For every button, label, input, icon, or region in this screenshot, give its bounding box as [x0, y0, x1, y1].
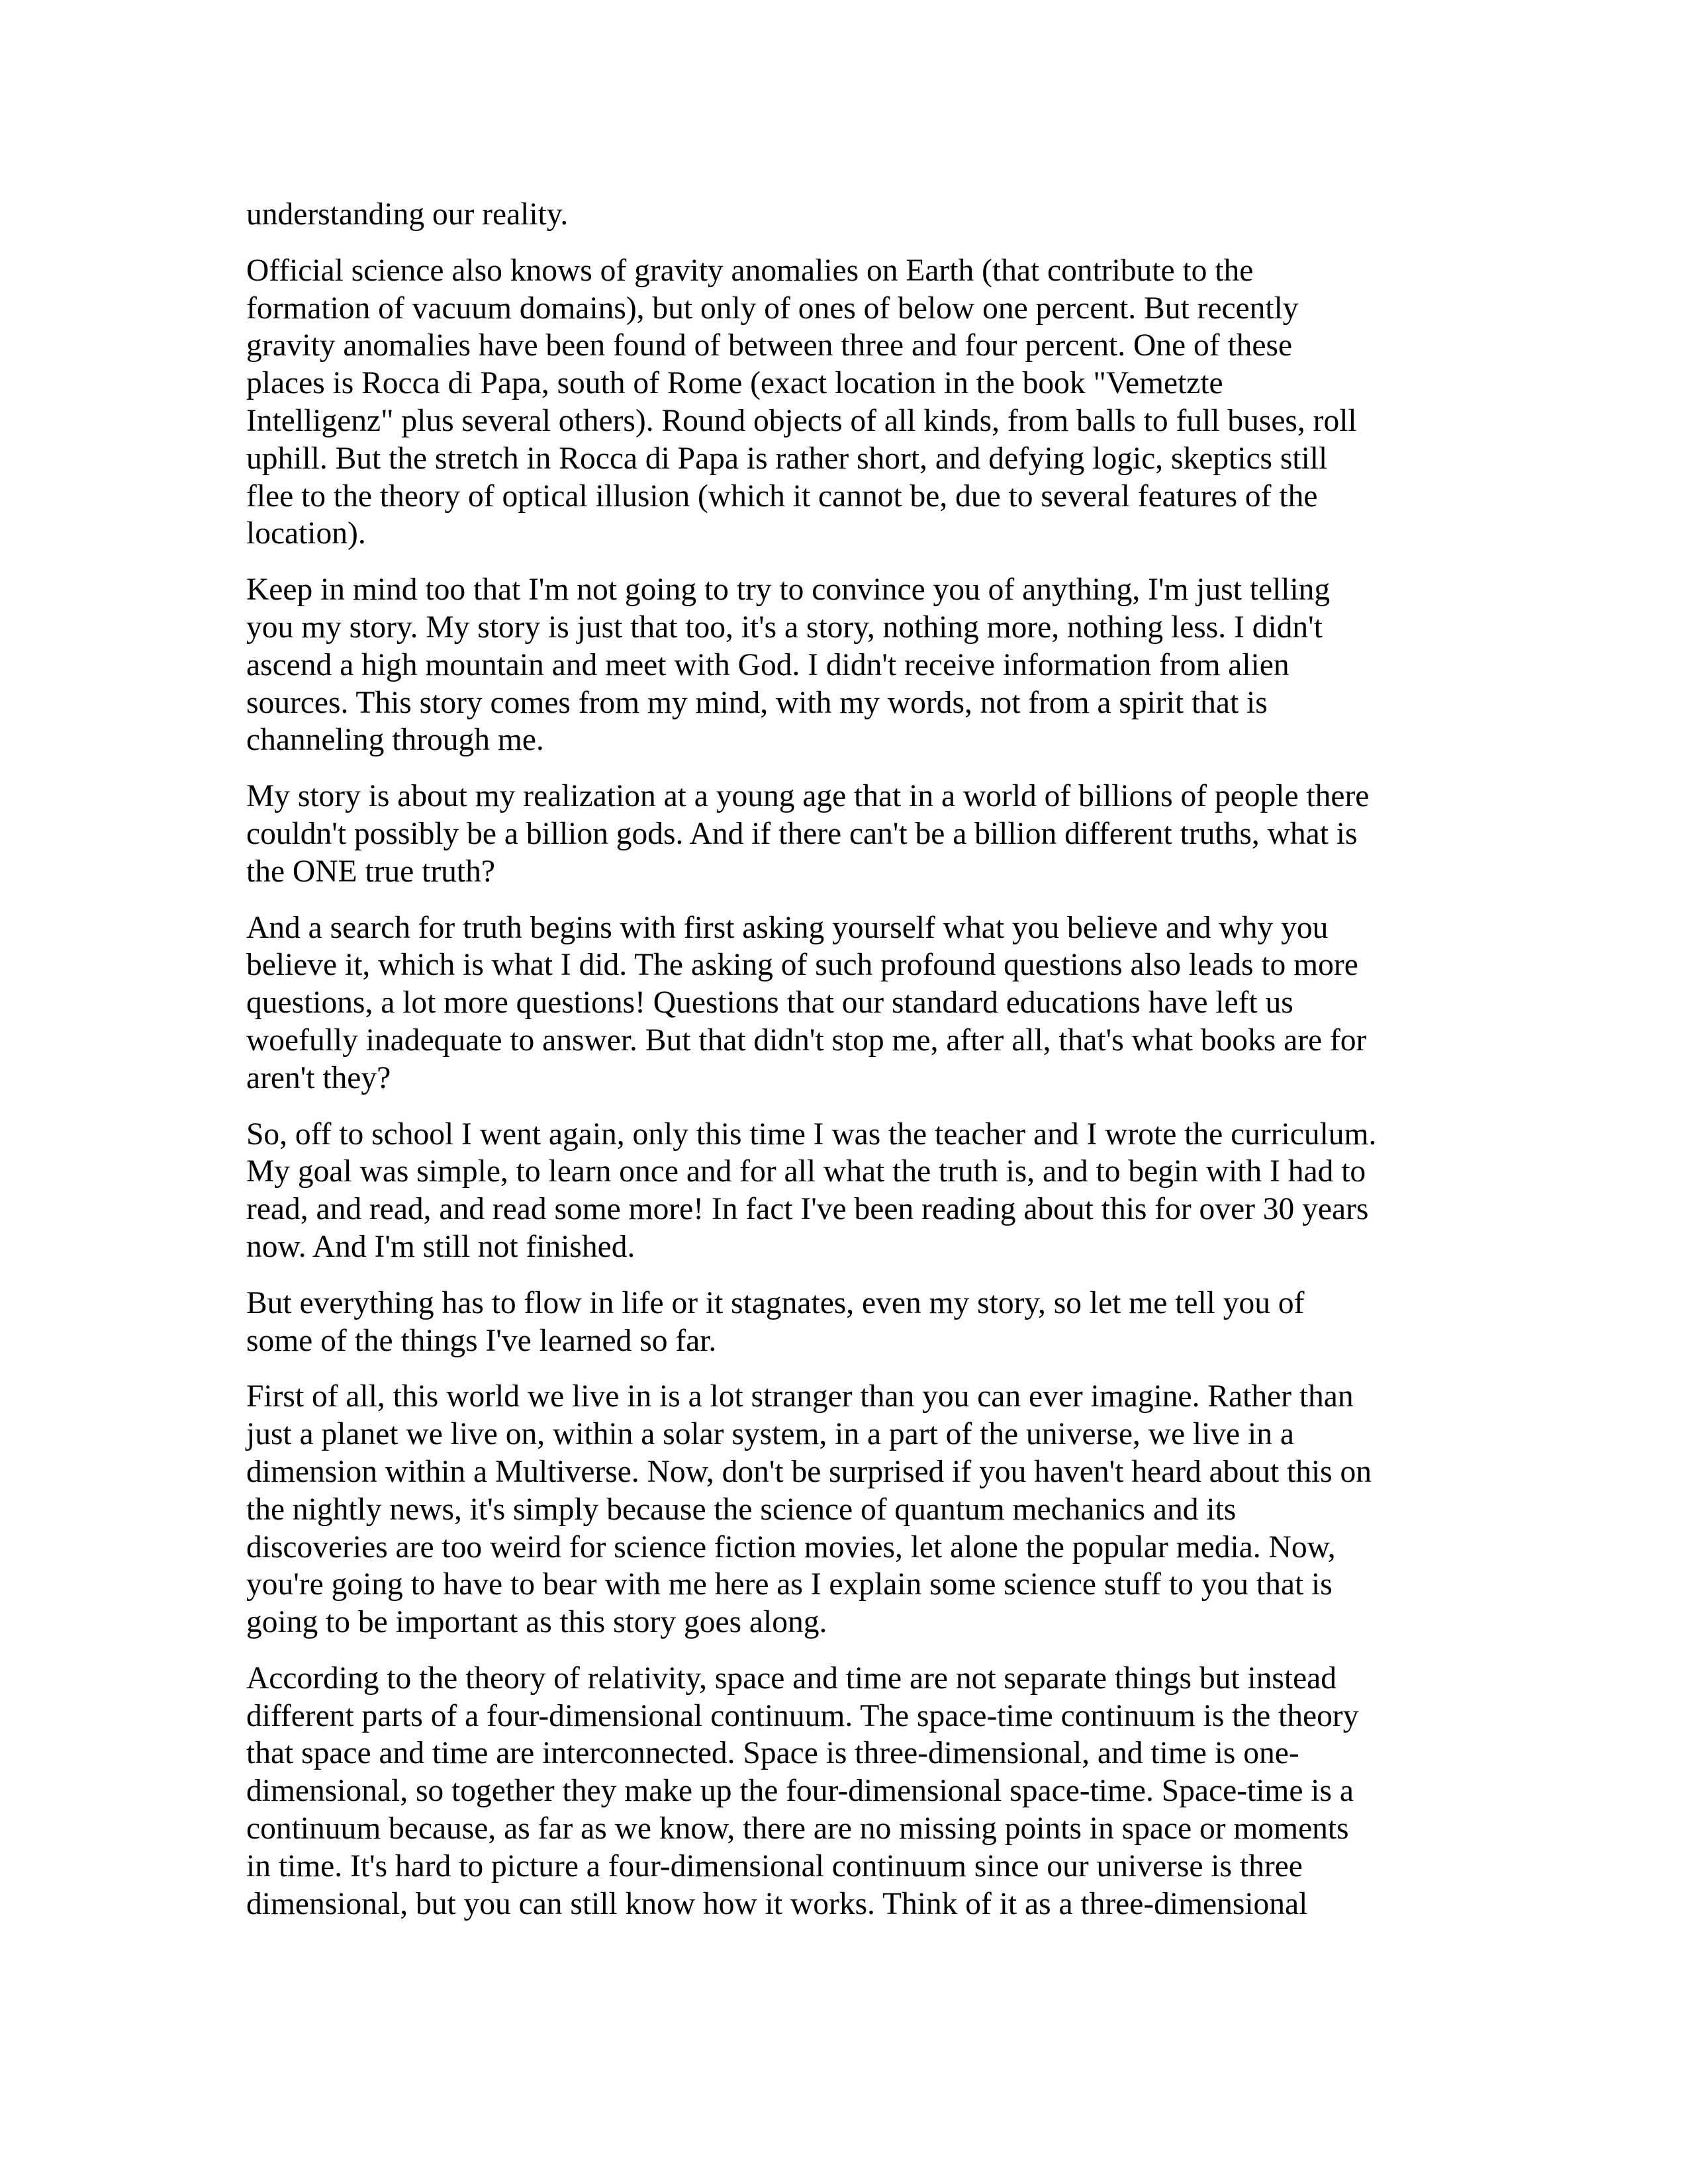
text-line: read, and read, and read some more! In fact I've been reading about this for over 30 years: [246, 1192, 1369, 1227]
text-line: questions, a lot more questions! Questions that our standard educations have left us: [246, 985, 1293, 1021]
text-line: ascend a high mountain and meet with God. I didn't receive information from alien: [246, 647, 1289, 682]
text-line: dimensional, so together they make up the four-dimensional space-time. Space-time is a: [246, 1774, 1354, 1809]
paragraph: [246, 909, 1451, 1097]
text-line: some of the things I've learned so far.: [246, 1323, 717, 1358]
text-line: dimension within a Multiverse. Now, don't be surprised if you haven't heard about this on: [246, 1454, 1372, 1489]
text-line: But everything has to flow in life or it stagnates, even my story, so let me tell you of: [246, 1285, 1305, 1320]
text-line: And a search for truth begins with first asking yourself what you believe and why you: [246, 910, 1329, 945]
text-line: location).: [246, 516, 366, 551]
paragraph: [246, 1378, 1451, 1641]
text-line: dimensional, but you can still know how it works. Think of it as a three-dimensional: [246, 1886, 1308, 1921]
text-line: Intelligenz" plus several others). Round objects of all kinds, from balls to full buses, roll: [246, 403, 1357, 438]
text-line: in time. It's hard to picture a four-dimensional continuum since our universe is three: [246, 1848, 1303, 1884]
text-line: Keep in mind too that I'm not going to try to convince you of anything, I'm just telling: [246, 572, 1331, 608]
text-line: First of all, this world we live in is a lot stranger than you can ever imagine. Rather than: [246, 1379, 1354, 1414]
paragraph: [246, 252, 1451, 553]
text-line: going to be important as this story goes along.: [246, 1605, 827, 1640]
text-line: sources. This story comes from my mind, with my words, not from a spirit that is: [246, 685, 1268, 720]
text-line: My goal was simple, to learn once and for all what the truth is, and to begin with I had to: [246, 1154, 1366, 1189]
paragraph: [246, 571, 1451, 759]
paragraph: [246, 1660, 1451, 1923]
paragraph: [246, 778, 1451, 890]
text-line: discoveries are too weird for science fiction movies, let alone the popular media. Now,: [246, 1529, 1336, 1565]
text-line: places is Rocca di Papa, south of Rome (exact location in the book "Vemetzte: [246, 366, 1223, 401]
text-line: just a planet we live on, within a solar system, in a part of the universe, we live in a: [246, 1417, 1294, 1452]
text-line: the ONE true truth?: [246, 854, 495, 889]
text-line: believe it, which is what I did. The asking of such profound questions also leads to more: [246, 948, 1358, 983]
text-line: Official science also knows of gravity anomalies on Earth (that contribute to the: [246, 253, 1254, 288]
paragraph: [246, 1116, 1451, 1266]
text-line: now. And I'm still not finished.: [246, 1229, 635, 1264]
text-line: couldn't possibly be a billion gods. And if there can't be a billion different truths, what is: [246, 816, 1358, 851]
text-line: gravity anomalies have been found of between three and four percent. One of these: [246, 328, 1293, 363]
text-line: that space and time are interconnected. Space is three-dimensional, and time is one-: [246, 1736, 1299, 1771]
text-line: According to the theory of relativity, space and time are not separate things but instead: [246, 1661, 1337, 1696]
document-page: [246, 196, 1451, 1941]
text-line: different parts of a four-dimensional continuum. The space-time continuum is the theory: [246, 1698, 1359, 1733]
text-line: you my story. My story is just that too, it's a story, nothing more, nothing less. I didn't: [246, 610, 1323, 645]
text-line: the nightly news, it's simply because the science of quantum mechanics and its: [246, 1492, 1237, 1527]
text-line: My story is about my realization at a young age that in a world of billions of people there: [246, 779, 1370, 814]
text-line: formation of vacuum domains), but only of ones of below one percent. But recently: [246, 291, 1299, 326]
text-line: flee to the theory of optical illusion (which it cannot be, due to several features of the: [246, 478, 1318, 514]
text-line: understanding our reality.: [246, 197, 569, 232]
paragraph: [246, 1285, 1451, 1360]
text-line: So, off to school I went again, only this time I was the teacher and I wrote the curriculum.: [246, 1116, 1377, 1152]
text-line: uphill. But the stretch in Rocca di Papa is rather short, and defying logic, skeptics still: [246, 441, 1328, 476]
text-line: woefully inadequate to answer. But that didn't stop me, after all, that's what books are for: [246, 1023, 1367, 1058]
text-line: channeling through me.: [246, 723, 544, 758]
paragraph: [246, 196, 1451, 234]
text-line: you're going to have to bear with me here as I explain some science stuff to you that is: [246, 1567, 1333, 1602]
text-line: continuum because, as far as we know, there are no missing points in space or moments: [246, 1811, 1349, 1846]
text-line: aren't they?: [246, 1060, 391, 1095]
